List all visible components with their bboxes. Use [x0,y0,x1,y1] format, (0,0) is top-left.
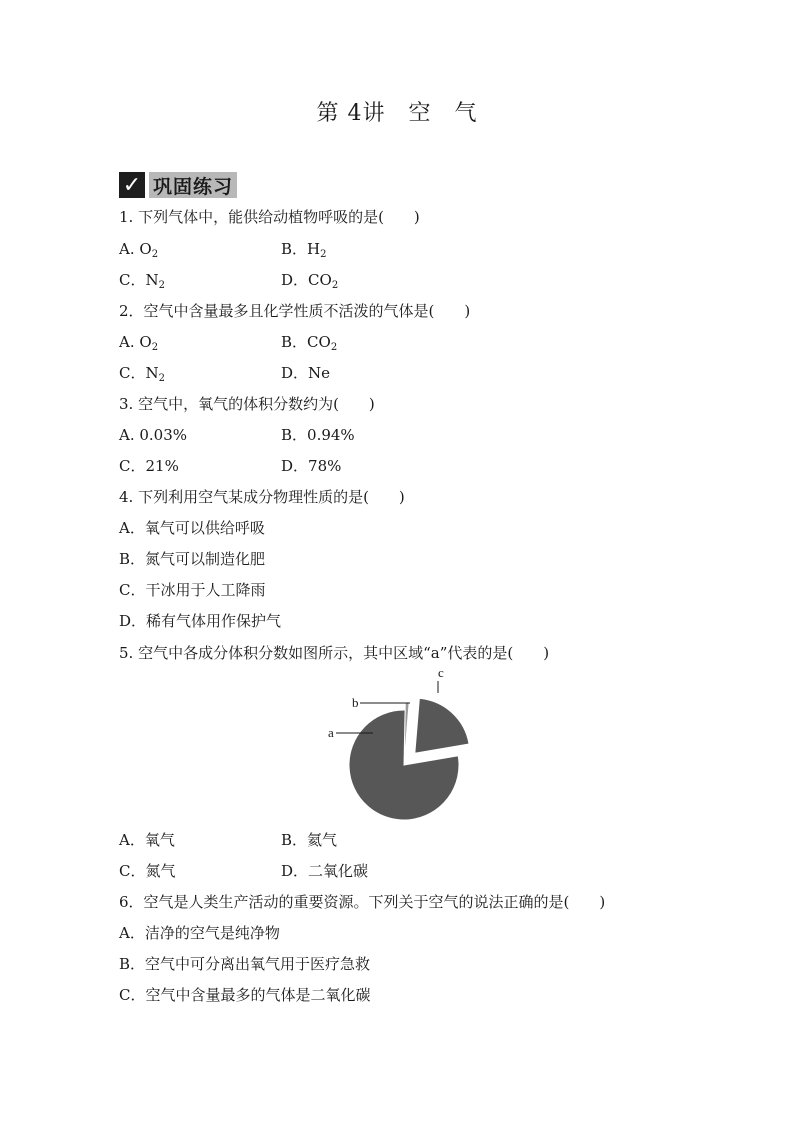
option-c: C．21% [119,457,179,475]
option-c: C．$N_2$ [119,364,165,384]
option-c: C．$N_2$ [119,271,165,291]
pie-slice-c [415,698,469,753]
option-c: C．空气中含量最多的气体是二氧化碳 [119,986,371,1004]
question-stem: 4. 下列利用空气某成分物理性质的是( ) [119,488,405,506]
option-a: A. $O_2$ [119,240,159,260]
option-d: D．二氧化碳 [281,862,369,880]
option-a: A．氧气可以供给呼吸 [119,519,265,537]
option-d: D．稀有气体用作保护气 [119,612,282,630]
slice-label-c: c [438,665,444,680]
question-stem: 3. 空气中，氧气的体积分数约为( ) [119,395,375,413]
page-title: 第 4讲 空 气 [316,101,478,126]
option-a: A. 0.03% [119,426,188,444]
option-a: A．洁净的空气是纯净物 [119,924,280,942]
question-stem: 6．空气是人类生产活动的重要资源。下列关于空气的说法正确的是( ) [119,893,606,911]
slice-label-a: a [328,725,334,740]
option-c: C．氮气 [119,862,176,880]
option-b: B．$H_2$ [281,240,327,260]
option-b: B．空气中可分离出氧气用于医疗急救 [119,955,371,973]
option-d: D．78% [281,457,342,475]
option-b: B．$CO_2$ [281,333,338,353]
option-b: B．氦气 [281,831,338,849]
option-b: B．0.94% [281,426,355,444]
question-stem: 1. 下列气体中，能供给动植物呼吸的是( ) [119,208,420,226]
section-header [119,172,237,198]
option-c: C．干冰用于人工降雨 [119,581,266,599]
slice-label-b: b [352,695,359,710]
section-label: 巩固练习 [149,172,237,198]
air-composition-pie-chart [300,665,500,825]
option-d: D．Ne [281,364,331,382]
question-stem: 2．空气中含量最多且化学性质不活泼的气体是( ) [119,302,471,320]
option-d: D．$CO_2$ [281,271,339,291]
checkmark-icon: ✓ [119,172,145,198]
question-stem: 5. 空气中各成分体积分数如图所示，其中区域“a”代表的是( ) [119,644,550,662]
option-a: A．氧气 [119,831,175,849]
option-b: B．氮气可以制造化肥 [119,550,266,568]
option-a: A. $O_2$ [119,333,159,353]
